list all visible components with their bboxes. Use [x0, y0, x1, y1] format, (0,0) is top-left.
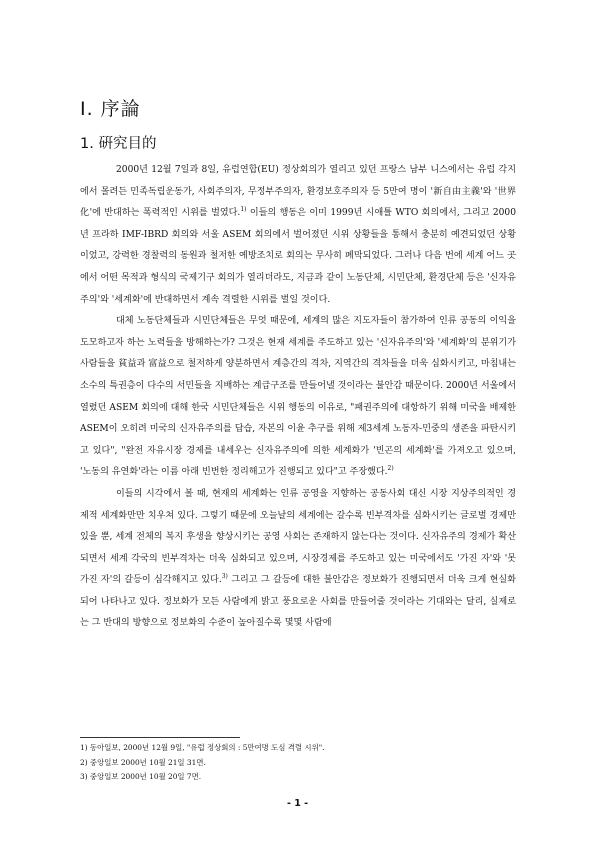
paragraph-3-text-b: 그리고 그 갈등에 대한 불안감은 정보화가 진행되면서 더욱 크게 현실화되어 나타나고 있다. 정보화가 모든 사람에게 밝고 풍요로운 사회를 만들어줄 것이라는 기대와는 달리, 실제로는 그 반대의 방향으로 정보화의 수준이 높아질수록 몇몇 사람에 [80, 575, 516, 629]
paragraph-2-text-a: 대체 노동단체들과 시민단체들은 무엇 때문에, 세계의 많은 지도자들이 참가하여 인류 공동의 이익을 도모하고자 하는 노력들을 방해하는가? 그것은 현재 세계를 주도하고 있는 '신자유주의'와 '세계화'의 분위기가 사람들을 貧益과 富益으로 철저하게 양분하면서 계층간의 격차, 지역간의 격차들을 더욱 심화시키고, 마침내는 소수의 특권층이 다수의 서민들을 지배하는 계급구조를 만들어낼 것이라는 불안감 때문이다. 2000년 서울에서 열렸던 ASEM 회의에 대해 한국 시민단체들은 시위 행동의 이유로, "패권주의에 대항하기 위해 미국을 배제한 ASEM이 오히려 미국의 신자유주의를 답습, 자본의 이윤 추구를 위해 제3세계 노동자-민중의 생존을 파탄시키고 있다", "완전 자유시장 경제를 내세우는 신자유주의에 의한 세계화가 '빈곤의 세계화'를 가져오고 있으며, '노동의 유연화'라는 이름 아래 빈번한 정리해고가 진행되고 있다"고 주장했다. [80, 316, 516, 478]
page-number: - 1 - [286, 798, 309, 809]
body-text [80, 160, 516, 635]
footnote-ref-1: 1) [240, 206, 247, 214]
paragraph-1 [80, 160, 516, 311]
chapter-title: Ⅰ. 序論 [80, 98, 141, 120]
paragraph-3-text-a: 이들의 시각에서 볼 때, 현재의 세계화는 인류 공영을 지향하는 공동사회 대신 시장 지상주의적인 경제적 세계화만만 치우쳐 있다. 그렇기 때문에 오늘날의 세계에는 갈수록 빈부격차를 심화시키는 글로벌 경제만 있을 뿐, 세계 전체의 복지 후생을 향상시키는 공영 사회는 존재하지 않는다는 것이다. 신자유주의 경제가 확산되면서 세계 각국의 빈부격차는 더욱 심화되고 있으며, 시장경제를 주도하고 있는 미국에서도 '가진 자'와 '못 가진 자'의 갈등이 심각해지고 있다. [80, 488, 516, 586]
footnote-separator [80, 737, 240, 738]
paragraph-2 [80, 311, 516, 484]
paragraph-1-text-a: 2000년 12월 7일과 8일, 유럽연합(EU) 정상회의가 열리고 있던 프랑스 남부 니스에서는 유럽 각지에서 몰려든 민족독립운동가, 사회주의자, 무정부주의자, 환경보호주의자 등 5만여 명이 '新自由主義'와 '世界化'에 반대하는 폭력적인 시위를 벌였다. [80, 165, 516, 219]
paragraph-3 [80, 484, 516, 635]
footnote-1: 1) 동아일보, 2000년 12월 9일, "유럽 정상회의 : 5만여명 도심 격렬 시위". [80, 743, 325, 752]
footnote-ref-2: 2) [387, 465, 394, 473]
section-title: 1. 硏究目的 [80, 136, 157, 152]
footnote-3: 3) 중앙일보 2000년 10월 20일 7면. [80, 772, 202, 782]
footnote-2: 2) 중앙일보 2000년 10월 21일 31면. [80, 757, 206, 767]
footnotes [80, 741, 516, 785]
paragraph-1-text-b: 이들의 행동은 이미 1999년 시애틀 WTO 회의에서, 그리고 2000년 프라하 IMF-IBRD 회의와 서울 ASEM 회의에서 벌어졌던 시위 상황들을 통해서 충분히 예견되었던 상황이었고, 강력한 경찰력의 동원과 철저한 예방조치로 회의는 무사히 폐막되었다. 그러나 다음 번에 세계 어느 곳에서 어떤 목적과 형식의 국제기구 회의가 열리더라도, 지금과 같이 노동단체, 시민단체, 환경단체 등은 '신자유주의'와 '세계화'에 반대하면서 계속 격렬한 시위를 벌일 것이다. [80, 208, 516, 305]
footnote-ref-3: 3) [221, 573, 228, 581]
